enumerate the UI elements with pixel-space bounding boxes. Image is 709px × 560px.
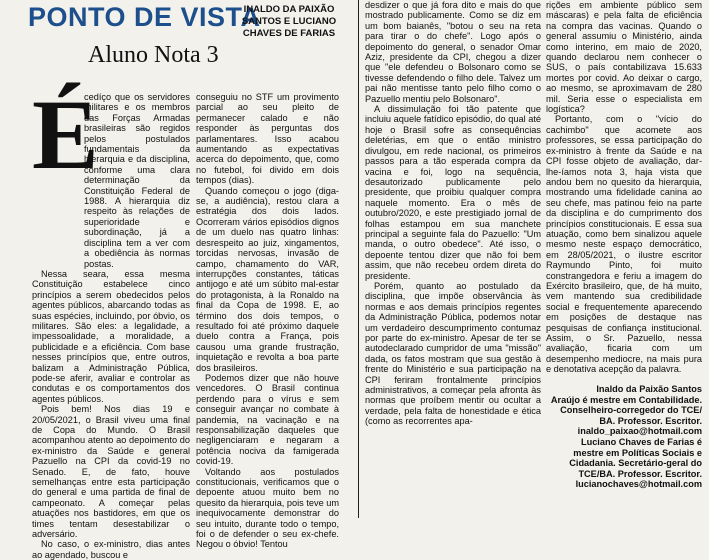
paragraph: Podemos dizer que não houve vencedores. O Brasil continua perdendo para o vírus e sem conseguir avançar no combate à pandemia, na vacinação e na responsabilização daqueles que negligenciaram e negaram a potência nociva da famigerada covid-19. <box>196 372 339 467</box>
article-headline: Aluno Nota 3 <box>88 42 219 68</box>
bio-line: Conselheiro-corregedor do TCE/ <box>560 405 702 416</box>
bio-line: TCE/BA. Professor. Escritor. <box>578 468 702 479</box>
paragraph: cedíço que os servidores militares e os membros das Forças Armadas brasileiras são regidos pelos postulados fundamentais da hierarquia e da disciplina, conforme uma clara determinação da Constituição Federal de 1988. A hierarquia diz respeito às relações de superioridade e subordinação, já a disciplina tem a ver com a obediência às normas postas. <box>84 92 190 269</box>
bio-line: Luciano Chaves de Farias é <box>580 436 702 447</box>
bio-line: BA. Professor. Escritor. <box>599 415 702 426</box>
paragraph: Quando começou o jogo (diga-se, a audiência), restou clara a estratégia dos dois lados. Ocorreram vários episódios dignos de um duelo nas quatro linhas: desrespeito ao juiz, xingamentos, torcidas nervosas, invasão de campo, chamamento do VAR, interrupções constantes, táticas antijogo e até um súbito mal-estar do protagonista, à la Ronaldo na final da Copa de 1998. E, ao término dos dois tempos, o resultado foi até próximo daquele duelo contra a França, pois causou uma grande frustração, inquietação e revolta a boa parte dos brasileiros. <box>196 185 339 373</box>
paragraph: conseguiu no STF um provimento parcial ao seu pleito de permanecer calado e não responder às perguntas dos parlamentares. Isso acabou aumentando as expectativas acerca do depoimento, que, como no futebol, foi divido em dois tempos (dias). <box>196 92 339 186</box>
bio-line: Inaldo da Paixão Santos <box>596 384 702 394</box>
article-column-3 <box>365 0 541 518</box>
paragraph: Nessa seara, essa mesma Constituição estabelece cinco princípios a serem obedecidos pelos agentes públicos, abarcando todas as suas espécies, incluindo, por óbvio, os militares. São eles: a legalidade, a impessoalidade, a moralidade, a publicidade e a eficiência. Com base nesses princípios que, entre outros, balizam a Administração Pública, pode-se aferir, avaliar e controlar as condutas e os comportamentos dos agentes públicos. <box>32 268 190 404</box>
bio-line: mestre em Políticas Sociais e <box>573 447 702 458</box>
drop-cap: É <box>32 79 99 190</box>
authors-byline <box>229 4 349 40</box>
paragraph: No caso, o ex-ministro, dias antes ao agendado, buscou e <box>32 539 190 560</box>
bio-line: Araújo é mestre em Contabilidade. <box>550 394 702 405</box>
bio-line: Cidadania. Secretário-geral do <box>569 458 702 469</box>
bio-email[interactable]: lucianochaves@hotmail.com <box>575 479 702 490</box>
paragraph: A dissimulação foi tão patente que incluiu aquele fatídico episódio, do qual até hoje o Brasil sofre as consequências deletérias, em que o então ministro divulgou, em rede nacional, os primeiros passos para a tão esperada compra da vacina e foi, logo na sequência, desautorizado publicamente pelo presidente, que proibiu qualquer compra naquele momento. Era o mês de outubro/2020, e este prestigiado jornal de folhas estampou em sua manchete principal a seguinte fala do Pazuello: "Um manda, o outro obedece". Até isso, o depoente tentou dizer que não foi bem assim, que não recebeu ordem direta do presidente. <box>365 104 541 281</box>
paragraph: rições em ambiente público sem máscaras) e pela falta de eficiência na compra das vacinas. Quando o general assumiu o Ministério, ainda como interino, em maio de 2020, quando declarou nem conhecer o SUS, o país contabilizava 15.633 mortes por covid. Ao deixar o cargo, ao mesmo, se aproximavam de 280 mil. Seria esse o especialista em logística? <box>546 0 702 115</box>
byline-line-1: INALDO DA PAIXÃO <box>243 4 335 15</box>
bio-email[interactable]: inaldo_paixao@hotmail.com <box>577 426 702 437</box>
paragraph: Porém, quanto ao postulado da disciplina, que impõe observância às normas e aos demais princípios regentes da Administração Pública, podemos notar um verdadeiro descumprimento contumaz por parte do ex-ministro. Apesar de ter se autodeclarado cumpridor de uma "missão" dada, os fatos mostram que sua gestão à frente do Ministério e sua participação na CPI feriram frontalmente princípios administrativos, a começar pela afronta às normas que proíbem mentir ou ocultar a verdade, pela falta de honestidade e ética (como as recorrentes apa- <box>365 280 541 427</box>
byline-line-2: SANTOS E LUCIANO <box>241 16 337 27</box>
byline-line-3: CHAVES DE FARIAS <box>242 28 336 39</box>
paragraph: Pois bem! Nos dias 19 e 20/05/2021, o Brasil viveu uma final de Copa do Mundo. O Brasil acompanhou atento ao depoimento do ex-ministro da Saúde e general Pazuello na CPI da covid-19 no Senado. E, de fato, houve semelhanças entre esta participação do general e uma partida de final de campeonato. A começar pelas atuações nos bastidores, em que os times tentam desestabilizar o adversário. <box>32 404 190 540</box>
section-title: PONTO DE VISTA <box>28 2 261 32</box>
article-column-2 <box>196 92 340 550</box>
paragraph: Portanto, com o "vício do cachimbo" que acomete aos professores, se essa participação do ex-ministro à frente da Saúde e na CPI fosse objeto de avaliação, dar-lhe-íamos nota 3, haja vista que andou bem no quesito da hierarquia, mostrando uma fidelidade canina ao seu chefe, mas patinou feio na parte da disciplina e do cumprimento dos princípios constitucionais. E essa sua atuação, como bem sinalizou aquele mesmo neste espaço democrático, em 28/05/2021, o ilustre escritor Raymundo Pinto, foi muito constrangedora e feriu a imagem do Exército brasileiro, que, de há muito, vem mantendo sua credibilidade social e frequentemente aparecendo em posições de destaque nas pesquisas de confiança institucional. Assim, o Sr. Pazuello, nessa avaliação, ficaria com um desempenho mediocre, na mais pura e denotativa acepção da palavra. <box>546 114 702 375</box>
paragraph: Voltando aos postulados constitucionais, verificamos que o depoente atuou muito bem no quesito da hierarquia, pois teve um inequivocamente demonstrar do seu intuito, durante todo o tempo, foi o de defender o seu ex-chefe. Negou o óbvio! Tentou <box>196 466 340 550</box>
paragraph: desdizer o que já fora dito e mais do que mostrado publicamente. Como se diz em um bom baianês, "botou o seu na reta para tirar o do chefe". Logo após o depoimento do general, o senador Omar Aziz, presidente da CPI, chegou a dizer que "ele defendeu o Bolsonaro como se tivesse defendendo o filho dele. Talvez um pai não mentisse tanto pelo filho como o Pazuello mentiu pelo Bolsonaro". <box>365 0 541 104</box>
article-column-1 <box>32 79 190 560</box>
author-bio <box>546 384 702 490</box>
column-divider <box>358 0 359 518</box>
